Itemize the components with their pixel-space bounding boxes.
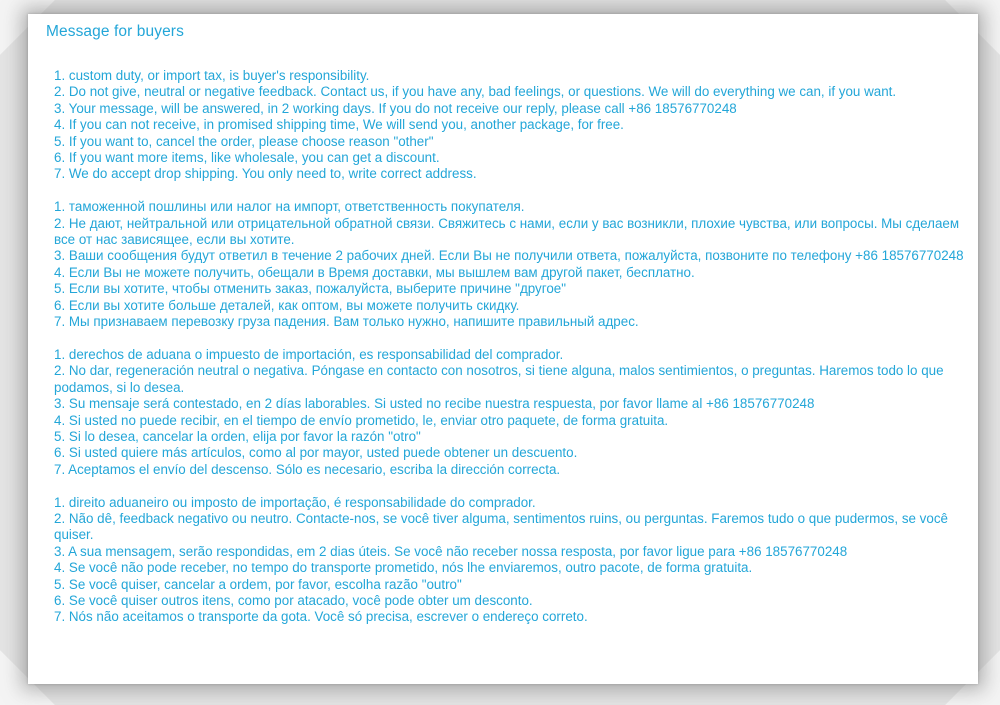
message-line: 6. Si usted quiere más artículos, como al por mayor, usted puede obtener un descuento. [54,445,578,461]
page-title: Message for buyers [46,23,184,40]
message-line: 6. Если вы хотите больше деталей, как оптом, вы можете получить скидку. [54,297,520,313]
message-line: 6. If you want more items, like wholesale, you can get a discount. [54,150,440,166]
message-line: 4. Se você não pode receber, no tempo do transporte prometido, nós lhe enviaremos, outro pacote, de forma gratuita. [54,560,753,576]
message-line: 4. Si usted no puede recibir, en el tiempo de envío prometido, le, enviar otro paquete, de forma gratuita. [54,412,669,428]
message-line: 4. Если Вы не можете получить, обещали в Время доставки, мы вышлем вам другой пакет, бесплатно. [54,264,695,280]
message-line: 7. Мы признаваем перевозку груза падения. Вам только нужно, напишите правильный адрес. [54,314,639,330]
message-line: 5. Si lo desea, cancelar la orden, elija por favor la razón "otro" [54,428,421,444]
message-line: 2. No dar, regeneración neutral o negativa. Póngase en contacto con nosotros, si tiene alguna, malos sentimientos, o preguntas. Haremos todo lo que podamos, si lo desea. [54,363,944,395]
message-block-spanish [54,347,969,478]
message-content [54,68,969,626]
message-line: 2. Не дают, нейтральной или отрицательной обратной связи. Свяжитесь с нами, если у вас возникли, плохие чувства, или вопросы. Мы сделаем все от нас зависящее, если вы хотите. [54,215,960,248]
message-block-portuguese [54,495,969,626]
message-line: 7. We do accept drop shipping. You only need to, write correct address. [54,166,477,182]
message-block-english [54,68,969,183]
message-line: 4. If you can not receive, in promised shipping time, We will send you, another package, for free. [54,117,624,133]
message-line: 1. direito aduaneiro ou imposto de importação, é responsabilidade do comprador. [54,494,536,510]
message-line: 7. Aceptamos el envío del descenso. Sólo es necesario, escriba la dirección correcta. [54,461,561,477]
message-line: 1. derechos de aduana o impuesto de importación, es responsabilidad del comprador. [54,346,564,362]
message-line: 6. Se você quiser outros itens, como por atacado, você pode obter um desconto. [54,592,533,608]
message-line: 5. If you want to, cancel the order, please choose reason "other" [54,133,434,149]
message-line: 5. Se você quiser, cancelar a ordem, por favor, escolha razão "outro" [54,576,462,592]
message-line: 3. Ваши сообщения будут ответил в течение 2 рабочих дней. Если Вы не получили ответа, пожалуйста, позвоните по телефону +86 18576770248 [54,248,964,264]
message-line: 5. Если вы хотите, чтобы отменить заказ, пожалуйста, выберите причине "другое" [54,281,566,297]
message-line: 1. таможенной пошлины или налог на импорт, ответственность покупателя. [54,199,525,215]
message-block-russian [54,199,969,330]
message-line: 3. Your message, will be answered, in 2 working days. If you do not receive our reply, please call +86 18576770248 [54,100,737,116]
message-card [28,14,978,684]
message-line: 7. Nós não aceitamos o transporte da gota. Você só precisa, escrever o endereço correto. [54,609,588,625]
message-line: 2. Não dê, feedback negativo ou neutro. Contacte-nos, se você tiver alguma, sentimentos ruins, ou perguntas. Faremos tudo o que pudermos, se você quiser. [54,510,948,543]
message-line: 3. Su mensaje será contestado, en 2 días laborables. Si usted no recibe nuestra respuesta, por favor llame al +86 18576770248 [54,396,815,412]
message-line: 1. custom duty, or import tax, is buyer's responsibility. [54,68,370,83]
message-line: 2. Do not give, neutral or negative feedback. Contact us, if you have any, bad feelings, or questions. We will do everything we can, if you want. [54,84,897,100]
message-line: 3. A sua mensagem, serão respondidas, em 2 dias úteis. Se você não receber nossa resposta, por favor ligue para +86 18576770248 [54,543,848,559]
